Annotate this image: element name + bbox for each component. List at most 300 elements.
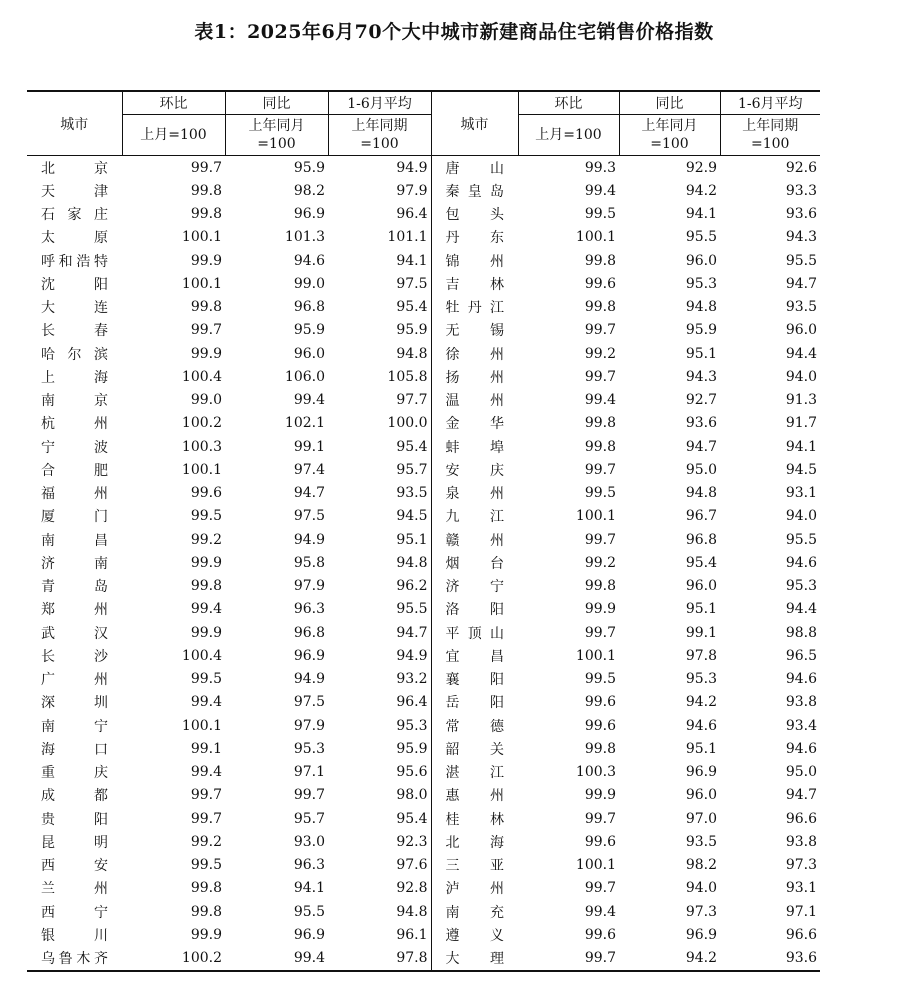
city-cell-right: 蚌埠 <box>431 435 518 458</box>
city-header-right: 城市 <box>431 91 518 156</box>
mom-cell-left: 99.8 <box>190 578 222 595</box>
yoy-cell-left: 96.8 <box>293 299 325 316</box>
mom-cell-right: 99.8 <box>584 740 616 757</box>
yoy-cell-left: 96.8 <box>293 624 325 641</box>
city-header-left: 城市 <box>27 91 122 156</box>
avg-cell-left: 94.8 <box>396 345 428 362</box>
avg-cell-right: 95.0 <box>785 764 817 781</box>
avg-cell-right: 98.8 <box>785 624 817 641</box>
avg-cell-right: 94.7 <box>785 275 817 292</box>
mom-cell-left: 99.9 <box>190 624 222 641</box>
avg-cell-right: 92.6 <box>785 159 817 176</box>
mom-cell-left: 99.9 <box>190 926 222 943</box>
mom-base-left: 上月=100 <box>122 115 225 156</box>
city-cell-left: 长沙 <box>41 648 108 665</box>
mom-cell-left: 99.7 <box>190 322 222 339</box>
avg-cell-left: 95.1 <box>396 531 428 548</box>
avg-cell-left: 92.8 <box>396 880 428 897</box>
avg-cell-left: 95.4 <box>396 438 428 455</box>
yoy-cell-right: 95.5 <box>685 229 717 246</box>
yoy-cell-right: 96.9 <box>685 926 717 943</box>
table-row <box>27 644 820 667</box>
city-cell-left: 海口 <box>41 741 108 758</box>
city-cell-right: 大理 <box>431 947 518 971</box>
avg-cell-right: 94.6 <box>785 554 817 571</box>
city-cell-right: 泸州 <box>431 877 518 900</box>
mom-header-right: 环比 <box>518 91 619 115</box>
city-cell-left: 广州 <box>41 672 108 689</box>
avg-header-left: 1-6月平均 <box>328 91 431 115</box>
mom-cell-left: 100.1 <box>181 717 222 734</box>
mom-cell-left: 99.9 <box>190 554 222 571</box>
avg-cell-left: 94.7 <box>396 624 428 641</box>
avg-header-right: 1-6月平均 <box>720 91 820 115</box>
yoy-cell-left: 94.1 <box>293 880 325 897</box>
yoy-cell-right: 94.8 <box>685 485 717 502</box>
yoy-cell-left: 97.9 <box>293 717 325 734</box>
avg-cell-left: 95.7 <box>396 461 428 478</box>
city-cell-right: 三亚 <box>431 854 518 877</box>
avg-cell-right: 95.5 <box>785 531 817 548</box>
yoy-cell-left: 99.4 <box>293 392 325 409</box>
city-cell-left: 兰州 <box>41 881 108 898</box>
yoy-cell-left: 93.0 <box>293 833 325 850</box>
avg-cell-left: 92.3 <box>396 833 428 850</box>
table-row <box>27 226 820 249</box>
avg-cell-left: 96.1 <box>396 926 428 943</box>
avg-cell-left: 94.5 <box>396 508 428 525</box>
avg-cell-right: 94.4 <box>785 601 817 618</box>
yoy-cell-left: 97.9 <box>293 578 325 595</box>
mom-header-left: 环比 <box>122 91 225 115</box>
avg-cell-right: 93.8 <box>785 833 817 850</box>
city-cell-right: 金华 <box>431 412 518 435</box>
city-cell-right: 安庆 <box>431 458 518 481</box>
city-cell-left: 重庆 <box>41 765 108 782</box>
city-cell-right: 遵义 <box>431 923 518 946</box>
yoy-cell-left: 96.9 <box>293 647 325 664</box>
mom-cell-left: 100.1 <box>181 461 222 478</box>
avg-cell-left: 95.6 <box>396 764 428 781</box>
yoy-cell-right: 99.1 <box>685 624 717 641</box>
mom-cell-left: 99.8 <box>190 182 222 199</box>
yoy-base-right: 上年同月 =100 <box>619 115 720 156</box>
mom-cell-left: 99.6 <box>190 485 222 502</box>
yoy-cell-left: 99.1 <box>293 438 325 455</box>
city-cell-right: 温州 <box>431 389 518 412</box>
avg-cell-right: 94.0 <box>785 368 817 385</box>
avg-cell-right: 93.6 <box>785 206 817 223</box>
avg-cell-left: 96.4 <box>396 206 428 223</box>
table-row <box>27 458 820 481</box>
avg-cell-left: 101.1 <box>387 229 428 246</box>
avg-cell-right: 93.1 <box>785 880 817 897</box>
city-cell-left: 西安 <box>41 858 108 875</box>
avg-cell-right: 97.3 <box>785 857 817 874</box>
avg-cell-left: 95.4 <box>396 810 428 827</box>
yoy-cell-left: 95.9 <box>293 159 325 176</box>
mom-cell-left: 99.5 <box>190 857 222 874</box>
mom-cell-left: 99.8 <box>190 299 222 316</box>
avg-cell-right: 93.8 <box>785 694 817 711</box>
table-row <box>27 296 820 319</box>
mom-cell-right: 99.4 <box>584 903 616 920</box>
yoy-cell-right: 93.5 <box>685 833 717 850</box>
city-cell-right: 北海 <box>431 830 518 853</box>
city-cell-left: 北京 <box>41 160 108 177</box>
yoy-header-right: 同比 <box>619 91 720 115</box>
city-cell-left: 大连 <box>41 300 108 317</box>
avg-cell-left: 97.7 <box>396 392 428 409</box>
mom-cell-left: 99.9 <box>190 252 222 269</box>
table-row <box>27 412 820 435</box>
mom-cell-right: 99.7 <box>584 880 616 897</box>
mom-cell-right: 99.6 <box>584 275 616 292</box>
city-cell-left: 深圳 <box>41 695 108 712</box>
avg-base-right: 上年同期 =100 <box>720 115 820 156</box>
city-cell-right: 宜昌 <box>431 644 518 667</box>
yoy-cell-right: 94.8 <box>685 299 717 316</box>
yoy-cell-left: 97.4 <box>293 461 325 478</box>
avg-cell-left: 94.9 <box>396 647 428 664</box>
avg-cell-right: 96.6 <box>785 810 817 827</box>
yoy-cell-right: 95.1 <box>685 601 717 618</box>
mom-cell-right: 100.1 <box>575 647 616 664</box>
table-row <box>27 319 820 342</box>
city-cell-left: 武汉 <box>41 625 108 642</box>
city-cell-left: 南京 <box>41 393 108 410</box>
avg-cell-right: 93.5 <box>785 299 817 316</box>
yoy-cell-right: 94.1 <box>685 206 717 223</box>
avg-cell-left: 95.9 <box>396 740 428 757</box>
yoy-cell-right: 97.3 <box>685 903 717 920</box>
yoy-cell-left: 106.0 <box>284 368 325 385</box>
yoy-cell-left: 96.9 <box>293 926 325 943</box>
mom-cell-left: 99.8 <box>190 903 222 920</box>
mom-cell-right: 99.5 <box>584 671 616 688</box>
city-cell-right: 牡丹江 <box>431 296 518 319</box>
avg-cell-right: 94.6 <box>785 671 817 688</box>
city-cell-left: 济南 <box>41 555 108 572</box>
yoy-cell-right: 94.6 <box>685 717 717 734</box>
yoy-cell-left: 98.2 <box>293 182 325 199</box>
mom-cell-right: 99.7 <box>518 947 619 971</box>
yoy-cell-right: 94.2 <box>685 694 717 711</box>
mom-cell-left: 99.4 <box>190 694 222 711</box>
yoy-cell-left: 94.7 <box>293 485 325 502</box>
mom-cell-right: 99.9 <box>584 601 616 618</box>
yoy-cell-right: 95.9 <box>685 322 717 339</box>
avg-cell-right: 96.5 <box>785 647 817 664</box>
table-row <box>27 482 820 505</box>
yoy-cell-right: 94.2 <box>619 947 720 971</box>
city-cell-right: 襄阳 <box>431 668 518 691</box>
yoy-cell-left: 95.3 <box>293 740 325 757</box>
yoy-cell-right: 95.1 <box>685 740 717 757</box>
table-row <box>27 528 820 551</box>
city-cell-left: 合肥 <box>41 462 108 479</box>
avg-cell-right: 94.7 <box>785 787 817 804</box>
table-row <box>27 900 820 923</box>
avg-cell-left: 94.8 <box>396 903 428 920</box>
mom-cell-left: 100.4 <box>181 368 222 385</box>
yoy-cell-right: 92.9 <box>685 159 717 176</box>
avg-cell-right: 94.0 <box>785 508 817 525</box>
table-row <box>27 551 820 574</box>
city-cell-left: 杭州 <box>41 416 108 433</box>
mom-cell-left: 99.4 <box>190 601 222 618</box>
avg-cell-left: 94.9 <box>396 159 428 176</box>
yoy-cell-left: 102.1 <box>284 415 325 432</box>
avg-cell-right: 93.1 <box>785 485 817 502</box>
mom-cell-right: 99.8 <box>584 415 616 432</box>
avg-cell-left: 98.0 <box>396 787 428 804</box>
avg-cell-left: 96.4 <box>396 694 428 711</box>
avg-cell-right: 94.6 <box>785 740 817 757</box>
mom-cell-right: 99.2 <box>584 345 616 362</box>
table-row <box>27 203 820 226</box>
avg-cell-left: 100.0 <box>387 415 428 432</box>
avg-cell-right: 97.1 <box>785 903 817 920</box>
city-cell-right: 湛江 <box>431 761 518 784</box>
city-cell-left: 太原 <box>41 230 108 247</box>
mom-cell-left: 99.1 <box>190 740 222 757</box>
yoy-header-left: 同比 <box>225 91 328 115</box>
table-row <box>27 435 820 458</box>
city-cell-left: 福州 <box>41 486 108 503</box>
avg-cell-left: 97.6 <box>396 857 428 874</box>
city-cell-right: 惠州 <box>431 784 518 807</box>
mom-cell-right: 99.7 <box>584 531 616 548</box>
avg-cell-left: 95.3 <box>396 717 428 734</box>
mom-cell-left: 99.2 <box>190 833 222 850</box>
avg-cell-right: 96.0 <box>785 322 817 339</box>
table-row <box>27 737 820 760</box>
city-cell-right: 桂林 <box>431 807 518 830</box>
city-cell-right: 锦州 <box>431 249 518 272</box>
yoy-cell-left: 99.0 <box>293 275 325 292</box>
city-cell-right: 无锡 <box>431 319 518 342</box>
city-cell-left: 昆明 <box>41 834 108 851</box>
table-row <box>27 249 820 272</box>
table-row <box>27 691 820 714</box>
city-cell-left: 天津 <box>41 183 108 200</box>
mom-cell-right: 99.7 <box>584 810 616 827</box>
city-cell-left: 乌鲁木齐 <box>27 947 122 971</box>
avg-cell-left: 105.8 <box>387 368 428 385</box>
mom-cell-right: 99.2 <box>584 554 616 571</box>
avg-cell-left: 95.5 <box>396 601 428 618</box>
avg-cell-left: 95.4 <box>396 299 428 316</box>
avg-cell-right: 93.3 <box>785 182 817 199</box>
city-cell-right: 包头 <box>431 203 518 226</box>
yoy-cell-left: 95.5 <box>293 903 325 920</box>
city-cell-right: 岳阳 <box>431 691 518 714</box>
yoy-cell-right: 95.0 <box>685 461 717 478</box>
city-cell-right: 赣州 <box>431 528 518 551</box>
table-row <box>27 714 820 737</box>
city-cell-right: 韶关 <box>431 737 518 760</box>
city-cell-right: 南充 <box>431 900 518 923</box>
mom-cell-right: 99.8 <box>584 578 616 595</box>
table-row <box>27 877 820 900</box>
table-row <box>27 598 820 621</box>
yoy-cell-left: 94.9 <box>293 531 325 548</box>
yoy-cell-right: 96.0 <box>685 252 717 269</box>
yoy-cell-right: 98.2 <box>685 857 717 874</box>
city-cell-left: 厦门 <box>41 509 108 526</box>
mom-cell-left: 99.7 <box>190 810 222 827</box>
yoy-cell-left: 97.5 <box>293 508 325 525</box>
city-cell-left: 呼和浩特 <box>41 253 108 270</box>
mom-cell-left: 100.1 <box>181 275 222 292</box>
city-cell-left: 成都 <box>41 788 108 805</box>
table-row <box>27 365 820 388</box>
yoy-cell-right: 97.0 <box>685 810 717 827</box>
avg-cell-left: 95.9 <box>396 322 428 339</box>
yoy-cell-right: 94.2 <box>685 182 717 199</box>
city-cell-right: 秦皇岛 <box>431 179 518 202</box>
mom-cell-right: 99.7 <box>584 624 616 641</box>
avg-cell-right: 96.6 <box>785 926 817 943</box>
mom-cell-right: 99.6 <box>584 833 616 850</box>
yoy-cell-left: 94.9 <box>293 671 325 688</box>
mom-cell-right: 99.8 <box>584 438 616 455</box>
mom-cell-right: 100.1 <box>575 857 616 874</box>
yoy-base-left: 上年同月 =100 <box>225 115 328 156</box>
mom-cell-right: 99.4 <box>584 182 616 199</box>
mom-cell-right: 100.3 <box>575 764 616 781</box>
city-cell-left: 哈尔滨 <box>41 346 108 363</box>
yoy-cell-left: 96.9 <box>293 206 325 223</box>
mom-cell-right: 99.7 <box>584 461 616 478</box>
avg-cell-left: 94.1 <box>396 252 428 269</box>
mom-cell-right: 99.7 <box>584 322 616 339</box>
yoy-cell-right: 96.0 <box>685 578 717 595</box>
city-cell-left: 南宁 <box>41 718 108 735</box>
mom-cell-right: 100.1 <box>575 508 616 525</box>
yoy-cell-left: 101.3 <box>284 229 325 246</box>
city-cell-right: 唐山 <box>431 156 518 180</box>
yoy-cell-right: 97.8 <box>685 647 717 664</box>
table-row <box>27 668 820 691</box>
table-row <box>27 621 820 644</box>
city-cell-left: 上海 <box>41 369 108 386</box>
yoy-cell-right: 94.7 <box>685 438 717 455</box>
table-row <box>27 179 820 202</box>
avg-cell-right: 91.3 <box>785 392 817 409</box>
yoy-cell-right: 94.0 <box>685 880 717 897</box>
yoy-cell-right: 96.7 <box>685 508 717 525</box>
mom-cell-left: 99.9 <box>190 345 222 362</box>
avg-cell-right: 94.4 <box>785 345 817 362</box>
mom-cell-left: 99.7 <box>190 787 222 804</box>
avg-cell-right: 95.5 <box>785 252 817 269</box>
yoy-cell-left: 95.8 <box>293 554 325 571</box>
table-row <box>27 505 820 528</box>
yoy-cell-left: 99.4 <box>225 947 328 971</box>
avg-base-left: 上年同期 =100 <box>328 115 431 156</box>
yoy-cell-right: 92.7 <box>685 392 717 409</box>
yoy-cell-right: 95.1 <box>685 345 717 362</box>
mom-cell-right: 99.8 <box>584 252 616 269</box>
mom-cell-left: 100.4 <box>181 647 222 664</box>
avg-cell-left: 93.5 <box>396 485 428 502</box>
yoy-cell-left: 99.7 <box>293 787 325 804</box>
avg-cell-left: 97.8 <box>328 947 431 971</box>
table-row <box>27 830 820 853</box>
table-title: 表1：2025年6月70个大中城市新建商品住宅销售价格指数 <box>194 21 714 43</box>
mom-cell-left: 99.4 <box>190 764 222 781</box>
table-row <box>27 784 820 807</box>
yoy-cell-left: 96.0 <box>293 345 325 362</box>
city-cell-right: 常德 <box>431 714 518 737</box>
city-cell-right: 丹东 <box>431 226 518 249</box>
mom-cell-right: 99.6 <box>584 717 616 734</box>
mom-cell-right: 99.3 <box>584 159 616 176</box>
yoy-cell-left: 97.1 <box>293 764 325 781</box>
yoy-cell-right: 95.4 <box>685 554 717 571</box>
mom-cell-left: 99.8 <box>190 206 222 223</box>
city-cell-left: 郑州 <box>41 602 108 619</box>
table-row <box>27 854 820 877</box>
mom-cell-left: 100.1 <box>181 229 222 246</box>
table-row <box>27 575 820 598</box>
avg-cell-right: 93.6 <box>720 947 820 971</box>
yoy-cell-left: 95.7 <box>293 810 325 827</box>
city-cell-left: 长春 <box>41 323 108 340</box>
yoy-cell-right: 96.8 <box>685 531 717 548</box>
mom-cell-right: 99.5 <box>584 206 616 223</box>
yoy-cell-left: 96.3 <box>293 601 325 618</box>
city-cell-left: 青岛 <box>41 579 108 596</box>
mom-cell-left: 99.7 <box>190 159 222 176</box>
city-cell-right: 扬州 <box>431 365 518 388</box>
mom-cell-left: 99.0 <box>190 392 222 409</box>
avg-cell-right: 94.5 <box>785 461 817 478</box>
mom-cell-right: 99.4 <box>584 392 616 409</box>
mom-cell-right: 100.1 <box>575 229 616 246</box>
table-row <box>27 156 820 180</box>
avg-cell-left: 94.8 <box>396 554 428 571</box>
avg-cell-left: 97.5 <box>396 275 428 292</box>
city-cell-left: 宁波 <box>41 439 108 456</box>
city-cell-right: 平顶山 <box>431 621 518 644</box>
mom-cell-left: 99.5 <box>190 508 222 525</box>
avg-cell-left: 96.2 <box>396 578 428 595</box>
mom-cell-right: 99.6 <box>584 694 616 711</box>
city-cell-left: 银川 <box>41 927 108 944</box>
avg-cell-right: 94.1 <box>785 438 817 455</box>
mom-cell-left: 99.8 <box>190 880 222 897</box>
table-row <box>27 272 820 295</box>
table-row <box>27 807 820 830</box>
city-cell-left: 石家庄 <box>41 207 108 224</box>
table-row <box>27 923 820 946</box>
yoy-cell-left: 97.5 <box>293 694 325 711</box>
price-index-table <box>27 90 820 972</box>
city-cell-left: 贵阳 <box>41 811 108 828</box>
yoy-cell-right: 93.6 <box>685 415 717 432</box>
avg-cell-right: 91.7 <box>785 415 817 432</box>
mom-cell-right: 99.6 <box>584 926 616 943</box>
yoy-cell-left: 94.6 <box>293 252 325 269</box>
mom-cell-left: 100.3 <box>181 438 222 455</box>
mom-base-right: 上月=100 <box>518 115 619 156</box>
mom-cell-right: 99.7 <box>584 368 616 385</box>
city-cell-right: 九江 <box>431 505 518 528</box>
yoy-cell-right: 94.3 <box>685 368 717 385</box>
